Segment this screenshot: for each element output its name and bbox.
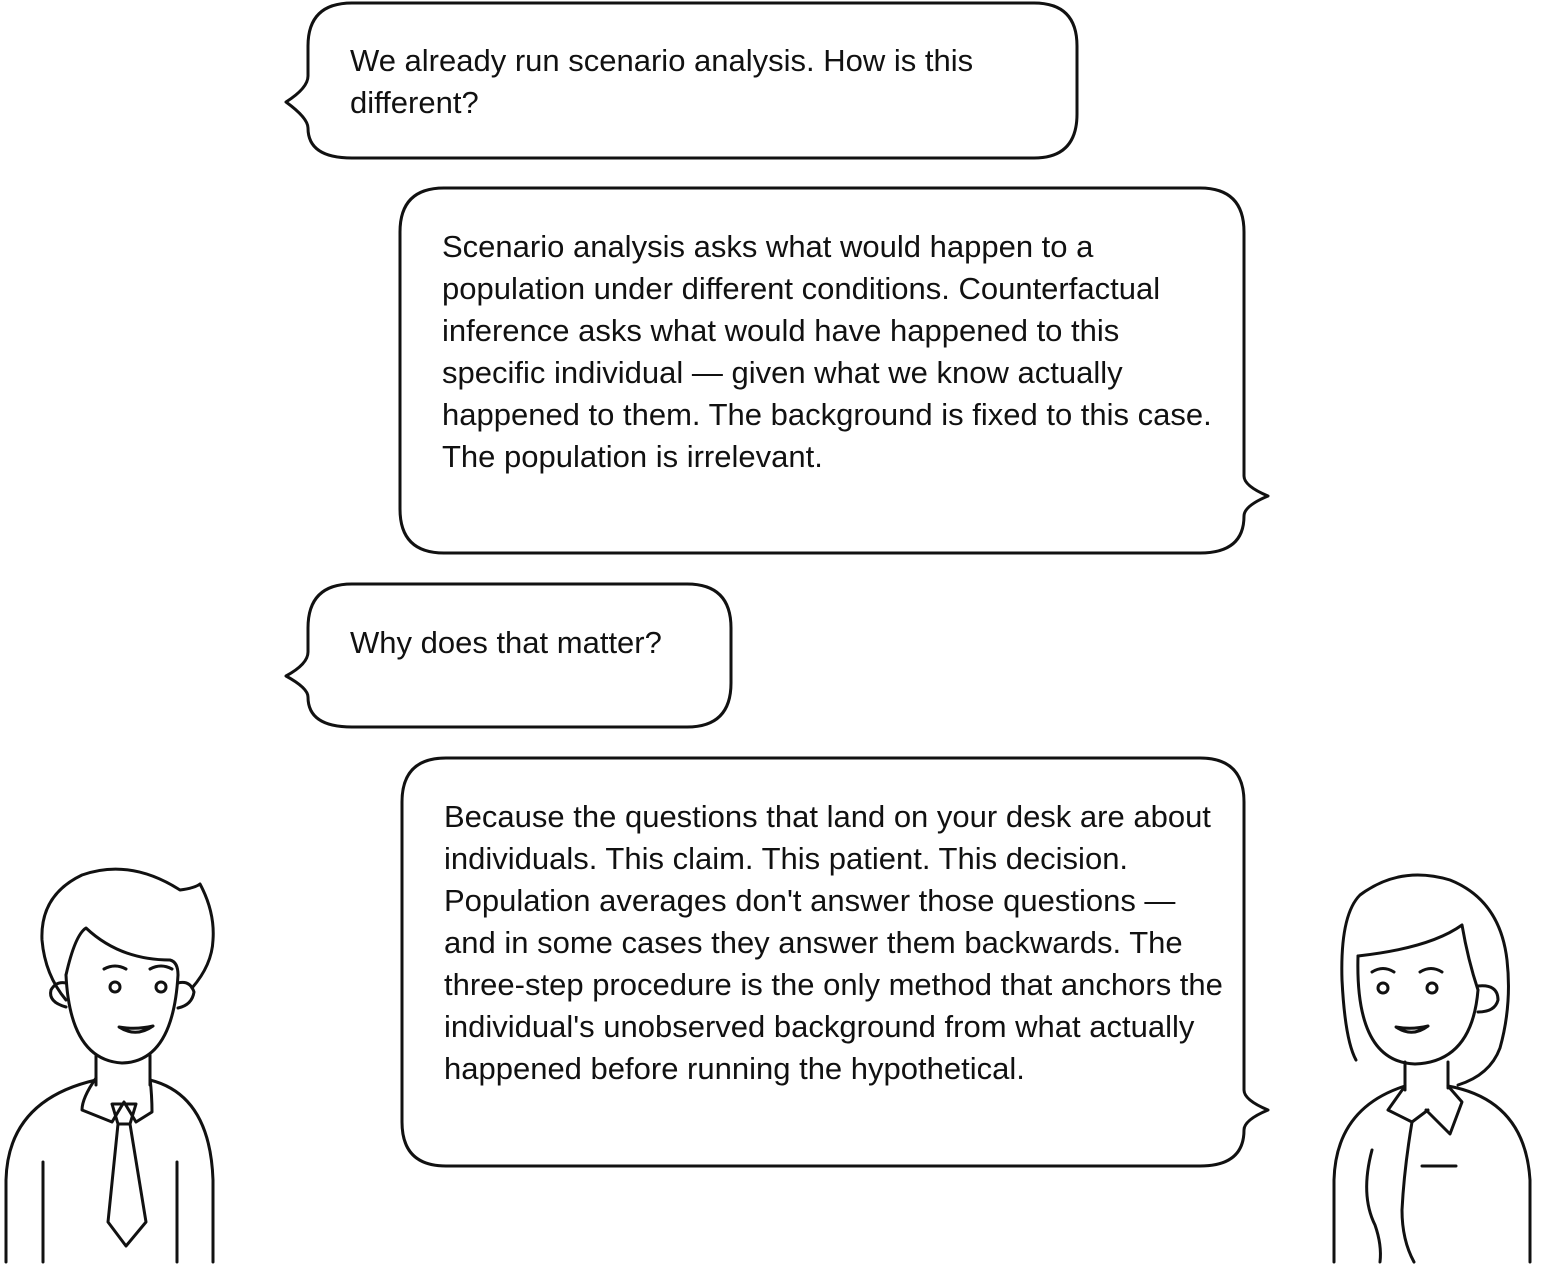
man-with-tie-icon: [6, 869, 213, 1262]
message-1-text: We already run scenario analysis. How is this different?: [350, 43, 974, 120]
message-3-text: Why does that matter?: [350, 625, 662, 660]
woman-with-collar-icon: [1334, 875, 1530, 1262]
message-2-text: Scenario analysis asks what would happen to a population under different conditions. Counterfactual inference asks what would have happened to this specific individual — given what we know actually happened to them. The background is fixed to this case. The population is irrelevant.: [442, 229, 1212, 474]
message-4-text: Because the questions that land on your desk are about individuals. This claim. This patient. This decision. Population averages don't answer those questions — and in some cases they answer them backwards. The three-step procedure is the only method that anchors the individual's unobserved background from what actually happened before running the hypothetical.: [444, 799, 1223, 1086]
